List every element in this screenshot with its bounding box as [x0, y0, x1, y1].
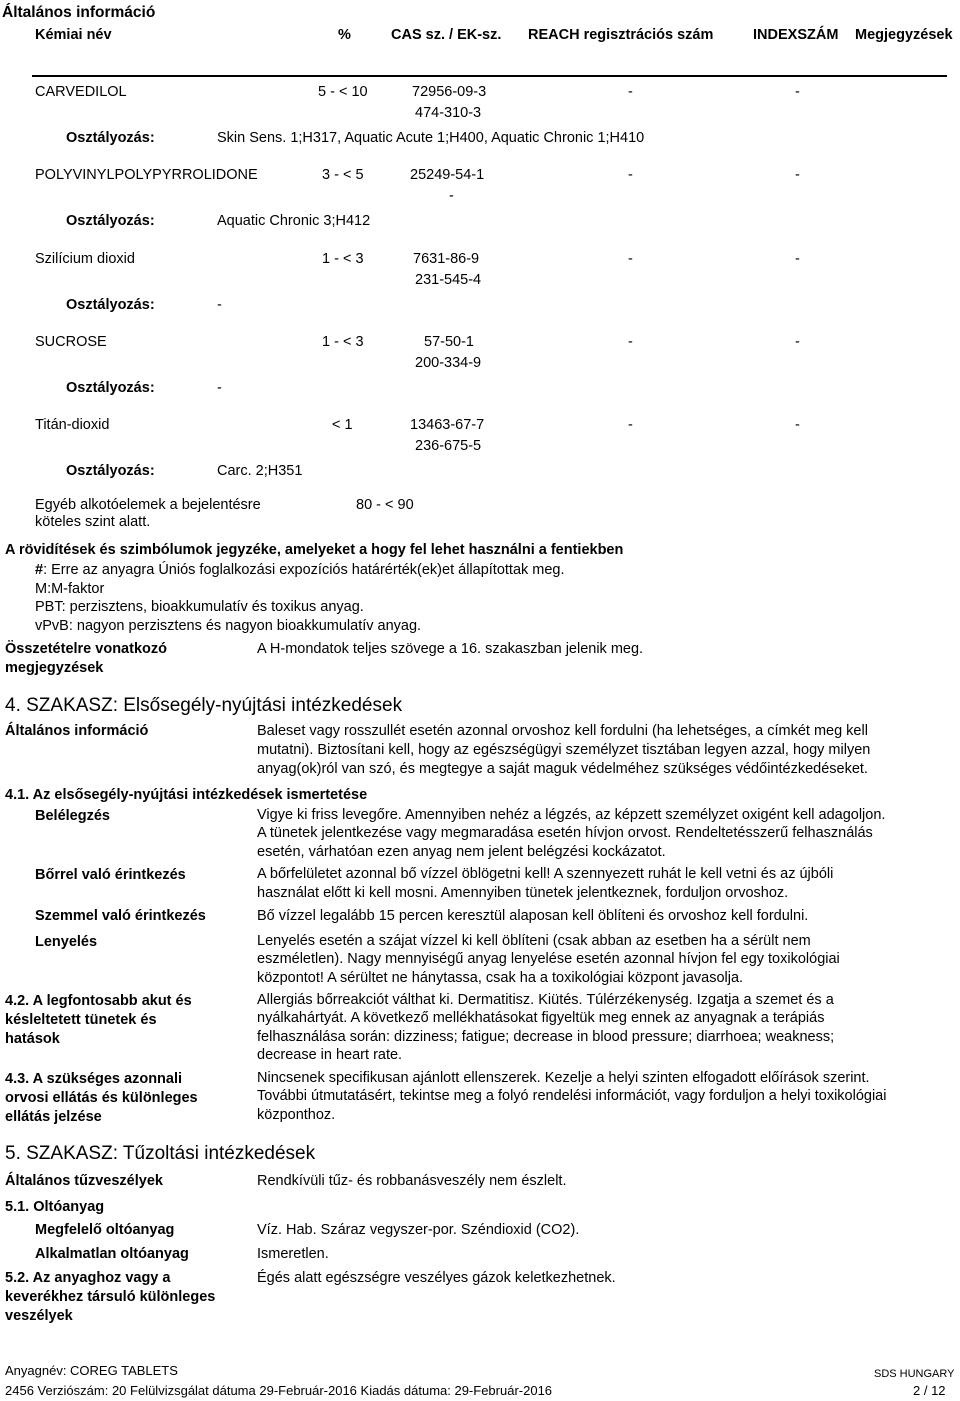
suitable-media-text: Víz. Hab. Száraz vegyszer-por. Széndioxid (CO2). — [257, 1222, 580, 1238]
s4-general-line-1: Baleset vagy rosszullét esetén azonnal orvoshoz kell fordulni (ha lehetséges, a címkét meg kell — [257, 723, 868, 739]
s42-line-1: Allergiás bőrreakciót válthat ki. Dermatitisz. Kiütés. Túlérzékenység. Izgatja a szemet és a — [257, 992, 834, 1008]
row-percent: 1 - < 3 — [322, 251, 364, 267]
s42-line-2: nyálkahártyát. A következő mellékhatásokat figyeltük meg ennek az anyagnak a terápiás — [257, 1010, 825, 1026]
ingestion-line-1: Lenyelés esetén a szájat vízzel ki kell öblíteni (csak abban az esetben ha a sérült nem — [257, 933, 811, 949]
s5-general-hazard-label: Általános tűzveszélyek — [5, 1173, 163, 1189]
s4-general-line-2: mutatni). Biztosítani kell, hogy az egészségügyi személyzet tisztában legyen azzal, hogy milyen — [257, 742, 871, 758]
footer-product-name: Anyagnév: COREG TABLETS — [5, 1363, 178, 1378]
row-cas: 57-50-1 — [424, 334, 474, 350]
s4-general-label: Általános információ — [5, 723, 149, 739]
other-components-line1: Egyéb alkotóelemek a bejelentésre — [35, 497, 261, 513]
row-reach: - — [628, 417, 633, 433]
row-cas: 72956-09-3 — [412, 84, 487, 100]
s42-label-3: hatások — [5, 1031, 60, 1047]
col-header-notes: Megjegyzések — [855, 27, 953, 43]
row-reach: - — [628, 334, 633, 350]
s43-label-1: 4.3. A szükséges azonnali — [5, 1071, 183, 1087]
composition-note-text: A H-mondatok teljes szövege a 16. szakaszban jelenik meg. — [257, 641, 644, 657]
row-reach: - — [628, 84, 633, 100]
s43-label-2: orvosi ellátás és különleges — [5, 1090, 198, 1106]
row-percent: 5 - < 10 — [318, 84, 368, 100]
abbrev-line-2: M:M-faktor — [35, 581, 105, 597]
row-index: - — [795, 84, 800, 100]
unsuitable-media-label: Alkalmatlan oltóanyag — [35, 1246, 189, 1262]
footer-sds-country: SDS HUNGARY — [874, 1368, 955, 1380]
skin-contact-line-2: használat előtt ki kell mosni. Amennyiben tünetek jelentkeznek, forduljon orvoshoz. — [257, 885, 789, 901]
row-ec: 236-675-5 — [415, 438, 482, 454]
suitable-media-label: Megfelelő oltóanyag — [35, 1222, 175, 1238]
other-components-line2: köteles szint alatt. — [35, 514, 151, 530]
classification-value: - — [217, 380, 222, 396]
row-index: - — [795, 251, 800, 267]
s51-title: 5.1. Oltóanyag — [5, 1199, 105, 1215]
classification-label: Osztályozás: — [66, 213, 155, 229]
composition-note-label-1: Összetételre vonatkozó — [5, 641, 167, 657]
col-header-reach: REACH regisztrációs szám — [528, 27, 714, 43]
row-cas: 13463-67-7 — [410, 417, 485, 433]
row-reach: - — [628, 167, 633, 183]
inhalation-line-2: A tünetek jelentkezése vagy megmaradása esetén hívjon orvost. Rendeltetésszerű felhasználás — [257, 825, 873, 841]
row-name: Szilícium dioxid — [35, 251, 135, 267]
row-ec: 474-310-3 — [415, 105, 482, 121]
col-header-percent: % — [338, 27, 351, 43]
abbrev-line-3: PBT: perzisztens, bioakkumulatív és toxikus anyag. — [35, 599, 364, 615]
footer-document-info: 2456 Verziószám: 20 Felülvizsgálat dátuma 29-Február-2016 Kiadás dátuma: 29-Február-2016 — [5, 1383, 553, 1398]
row-ec: 231-545-4 — [415, 272, 482, 288]
s52-text: Égés alatt egészségre veszélyes gázok keletkezhetnek. — [257, 1270, 616, 1286]
inhalation-label: Belélegzés — [35, 808, 110, 824]
row-name: POLYVINYLPOLYPYRROLIDONE — [35, 167, 258, 183]
classification-label: Osztályozás: — [66, 463, 155, 479]
s4-general-line-3: anyag(ok)ról van szó, és megtegye a saját maguk védelméhez szükséges védőintézkedéseket. — [257, 761, 868, 777]
row-name: CARVEDILOL — [35, 84, 127, 100]
classification-value: - — [217, 297, 222, 313]
eye-contact-text: Bő vízzel legalább 15 percen keresztül alaposan kell öblíteni és orvoshoz kell fordulni. — [257, 908, 809, 924]
row-percent: 1 - < 3 — [322, 334, 364, 350]
s43-line-3: központhoz. — [257, 1107, 336, 1123]
footer-page-number: 2 / 12 — [913, 1383, 946, 1398]
inhalation-line-3: esetén, várhatóan ezen anyag nem jelent belégzési kockázatot. — [257, 844, 666, 860]
ingestion-line-3: központot! A sérültet ne hánytassa, csak ha a toxikológiai központ javasolja. — [257, 970, 744, 986]
row-index: - — [795, 417, 800, 433]
classification-label: Osztályozás: — [66, 297, 155, 313]
col-header-index: INDEXSZÁM — [753, 27, 839, 43]
row-ec: - — [449, 188, 454, 204]
s43-line-1: Nincsenek specifikusan ajánlott ellenszerek. Kezelje a helyi szinten elfogadott előírások szerint. — [257, 1070, 870, 1086]
classification-value: Aquatic Chronic 3;H412 — [217, 213, 371, 229]
classification-label: Osztályozás: — [66, 380, 155, 396]
inhalation-line-1: Vigye ki friss levegőre. Amennyiben nehéz a légzés, az képzett személyzet oxigént kell adagoljon. — [257, 807, 886, 823]
skin-contact-label: Bőrrel való érintkezés — [35, 867, 186, 883]
ingestion-label: Lenyelés — [35, 934, 98, 950]
col-header-name: Kémiai név — [35, 27, 112, 43]
row-ec: 200-334-9 — [415, 355, 482, 371]
row-percent: < 1 — [332, 417, 353, 433]
s41-title: 4.1. Az elsősegély-nyújtási intézkedések ismertetése — [5, 787, 368, 803]
s5-general-hazard-text: Rendkívüli tűz- és robbanásveszély nem észlelt. — [257, 1173, 567, 1189]
s42-label-2: késleltetett tünetek és — [5, 1012, 157, 1028]
row-cas: 25249-54-1 — [410, 167, 485, 183]
row-index: - — [795, 167, 800, 183]
s42-line-3: felhasználása során: dizziness; fatigue; decrease in blood pressure; diarrhoea; weakness; — [257, 1029, 835, 1045]
col-header-cas: CAS sz. / EK-sz. — [391, 27, 502, 43]
section-4-title: 4. SZAKASZ: Elsősegély-nyújtási intézkedések — [5, 695, 403, 716]
s43-label-3: ellátás jelzése — [5, 1109, 102, 1125]
s52-label-1: 5.2. Az anyaghoz vagy a — [5, 1270, 171, 1286]
abbrev-title: A rövidítések és szimbólumok jegyzéke, amelyeket a hogy fel lehet használni a fentiekben — [5, 542, 624, 558]
s43-line-2: További útmutatásért, tekintse meg a folyó rendelési információt, vagy forduljon a helyi toxikológiai — [257, 1088, 887, 1104]
section-5-title: 5. SZAKASZ: Tűzoltási intézkedések — [5, 1143, 316, 1164]
abbrev-hash: # — [35, 562, 44, 578]
classification-label: Osztályozás: — [66, 130, 155, 146]
s52-label-3: veszélyek — [5, 1308, 73, 1324]
ingestion-line-2: eszméletlen). Nagy mennyiségű anyag lenyelése esetén azonnal hívjon fel egy toxikológiai — [257, 951, 840, 967]
composition-note-label-2: megjegyzések — [5, 660, 104, 676]
other-components-percent: 80 - < 90 — [356, 497, 414, 513]
classification-value: Carc. 2;H351 — [217, 463, 303, 479]
row-reach: - — [628, 251, 633, 267]
abbrev-line-1-text: : Erre az anyagra Úniós foglalkozási expozíciós határérték(ek)et állapítottak meg. — [43, 562, 565, 578]
classification-value: Skin Sens. 1;H317, Aquatic Acute 1;H400, Aquatic Chronic 1;H410 — [217, 130, 645, 146]
table-header-rule — [32, 75, 947, 77]
page-heading: Általános információ — [2, 4, 156, 21]
row-percent: 3 - < 5 — [322, 167, 364, 183]
row-cas: 7631-86-9 — [413, 251, 480, 267]
skin-contact-line-1: A bőrfelületet azonnal bő vízzel öblögetni kell! A szennyezett ruhát le kell vetni és az újbóli — [257, 866, 834, 882]
unsuitable-media-text: Ismeretlen. — [257, 1246, 329, 1262]
s42-label-1: 4.2. A legfontosabb akut és — [5, 993, 192, 1009]
row-index: - — [795, 334, 800, 350]
abbrev-line-1 — [35, 561, 565, 580]
eye-contact-label: Szemmel való érintkezés — [35, 908, 206, 924]
s42-line-4: decrease in heart rate. — [257, 1047, 403, 1063]
abbrev-line-4: vPvB: nagyon perzisztens és nagyon bioakkumulatív anyag. — [35, 618, 422, 634]
row-name: Titán-dioxid — [35, 417, 110, 433]
row-name: SUCROSE — [35, 334, 107, 350]
s52-label-2: keverékhez társuló különleges — [5, 1289, 216, 1305]
